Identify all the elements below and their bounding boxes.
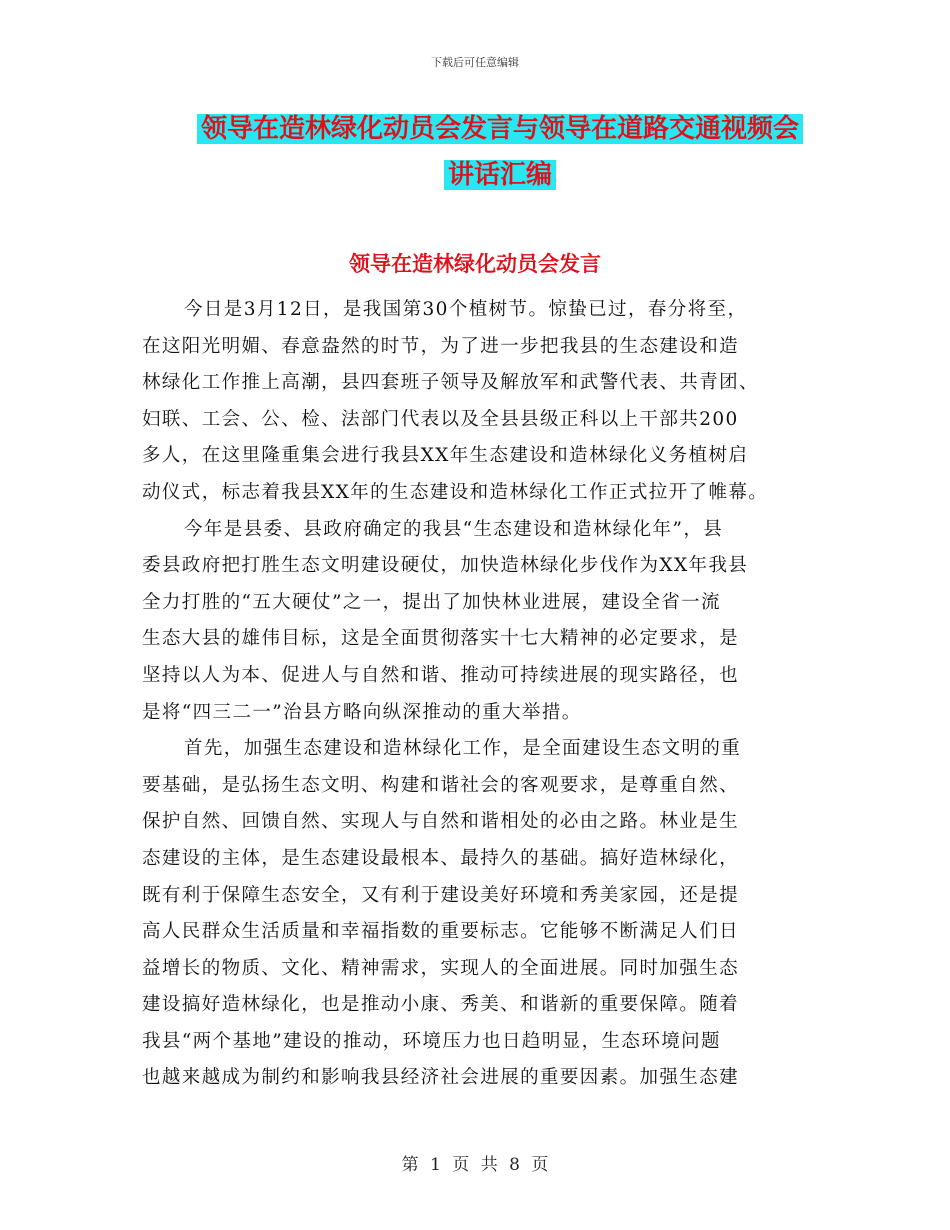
paragraph-line: 保护自然、回馈自然、实现人与自然和谐相处的必由之路。林业是生 (142, 811, 740, 833)
paragraph-line: 在这阳光明媚、春意盎然的时节，为了进一步把我县的生态建设和造 (142, 335, 740, 357)
paragraph-line: 高人民群众生活质量和幸福指数的重要标志。它能够不断满足人们日 (142, 921, 740, 943)
paragraph-line: 坚持以人为本、促进人与自然和谐、推动可持续进展的现实路径，也 (142, 664, 740, 686)
paragraph-line: 建设搞好造林绿化，也是推动小康、秀美、和谐新的重要保障。随着 (142, 994, 740, 1016)
title-line-1: 领导在造林绿化动员会发言与领导在道路交通视频会 (197, 114, 803, 144)
paragraph-line: 今年是县委、县政府确定的我县“生态建设和造林绿化年”，县 (184, 518, 724, 540)
paragraph-line: 是将“四三二一”治县方略向纵深推动的重大举措。 (142, 701, 582, 723)
paragraph-line: 也越来越成为制约和影响我县经济社会进展的重要因素。加强生态建 (142, 1067, 740, 1089)
paragraph-line: 首先，加强生态建设和造林绿化工作，是全面建设生态文明的重 (184, 738, 742, 760)
document-title (150, 106, 850, 198)
paragraph-line: 要基础，是弘扬生态文明、构建和谐社会的客观要求，是尊重自然、 (142, 774, 740, 796)
paragraph-line: 多人，在这里隆重集会进行我县XX年生态建设和造林绿化义务植树启 (142, 445, 749, 467)
paragraph-line: 生态大县的雄伟目标，这是全面贯彻落实十七大精神的必定要求，是 (142, 628, 740, 650)
paragraph-line: 动仪式，标志着我县XX年的生态建设和造林绿化工作正式拉开了帷幕。 (142, 481, 769, 503)
paragraph-line: 林绿化工作推上高潮，县四套班子领导及解放军和武警代表、共青团、 (142, 372, 759, 394)
section-title: 领导在造林绿化动员会发言 (349, 252, 601, 276)
paragraph-line: 妇联、工会、公、检、法部门代表以及全县县级正科以上干部共200 (142, 408, 739, 430)
body-text (142, 292, 802, 1097)
paragraph-line: 既有利于保障生态安全，又有利于建设美好环境和秀美家园，还是提 (142, 884, 740, 906)
paragraph-line: 今日是3月12日，是我国第30个植树节。惊蛰已过，春分将至， (184, 299, 748, 320)
paragraph-line: 委县政府把打胜生态文明建设硬仗，加快造林绿化步伐作为XX年我县 (142, 555, 749, 577)
paragraph-line: 我县“两个基地”建设的推动，环境压力也日趋明显，生态环境问题 (142, 1030, 721, 1052)
paragraph-line: 益增长的物质、文化、精神需求，实现人的全面进展。同时加强生态 (142, 957, 740, 979)
title-line-2: 讲话汇编 (444, 160, 556, 190)
paragraph-line: 态建设的主体，是生态建设最根本、最持久的基础。搞好造林绿化， (142, 847, 740, 869)
header-note: 下载后可任意编辑 (431, 56, 519, 69)
page-number-footer: 第 1 页 共 8 页 (401, 1155, 549, 1175)
paragraph-line: 全力打胜的“五大硬仗”之一，提出了加快林业进展，建设全省一流 (142, 591, 721, 613)
